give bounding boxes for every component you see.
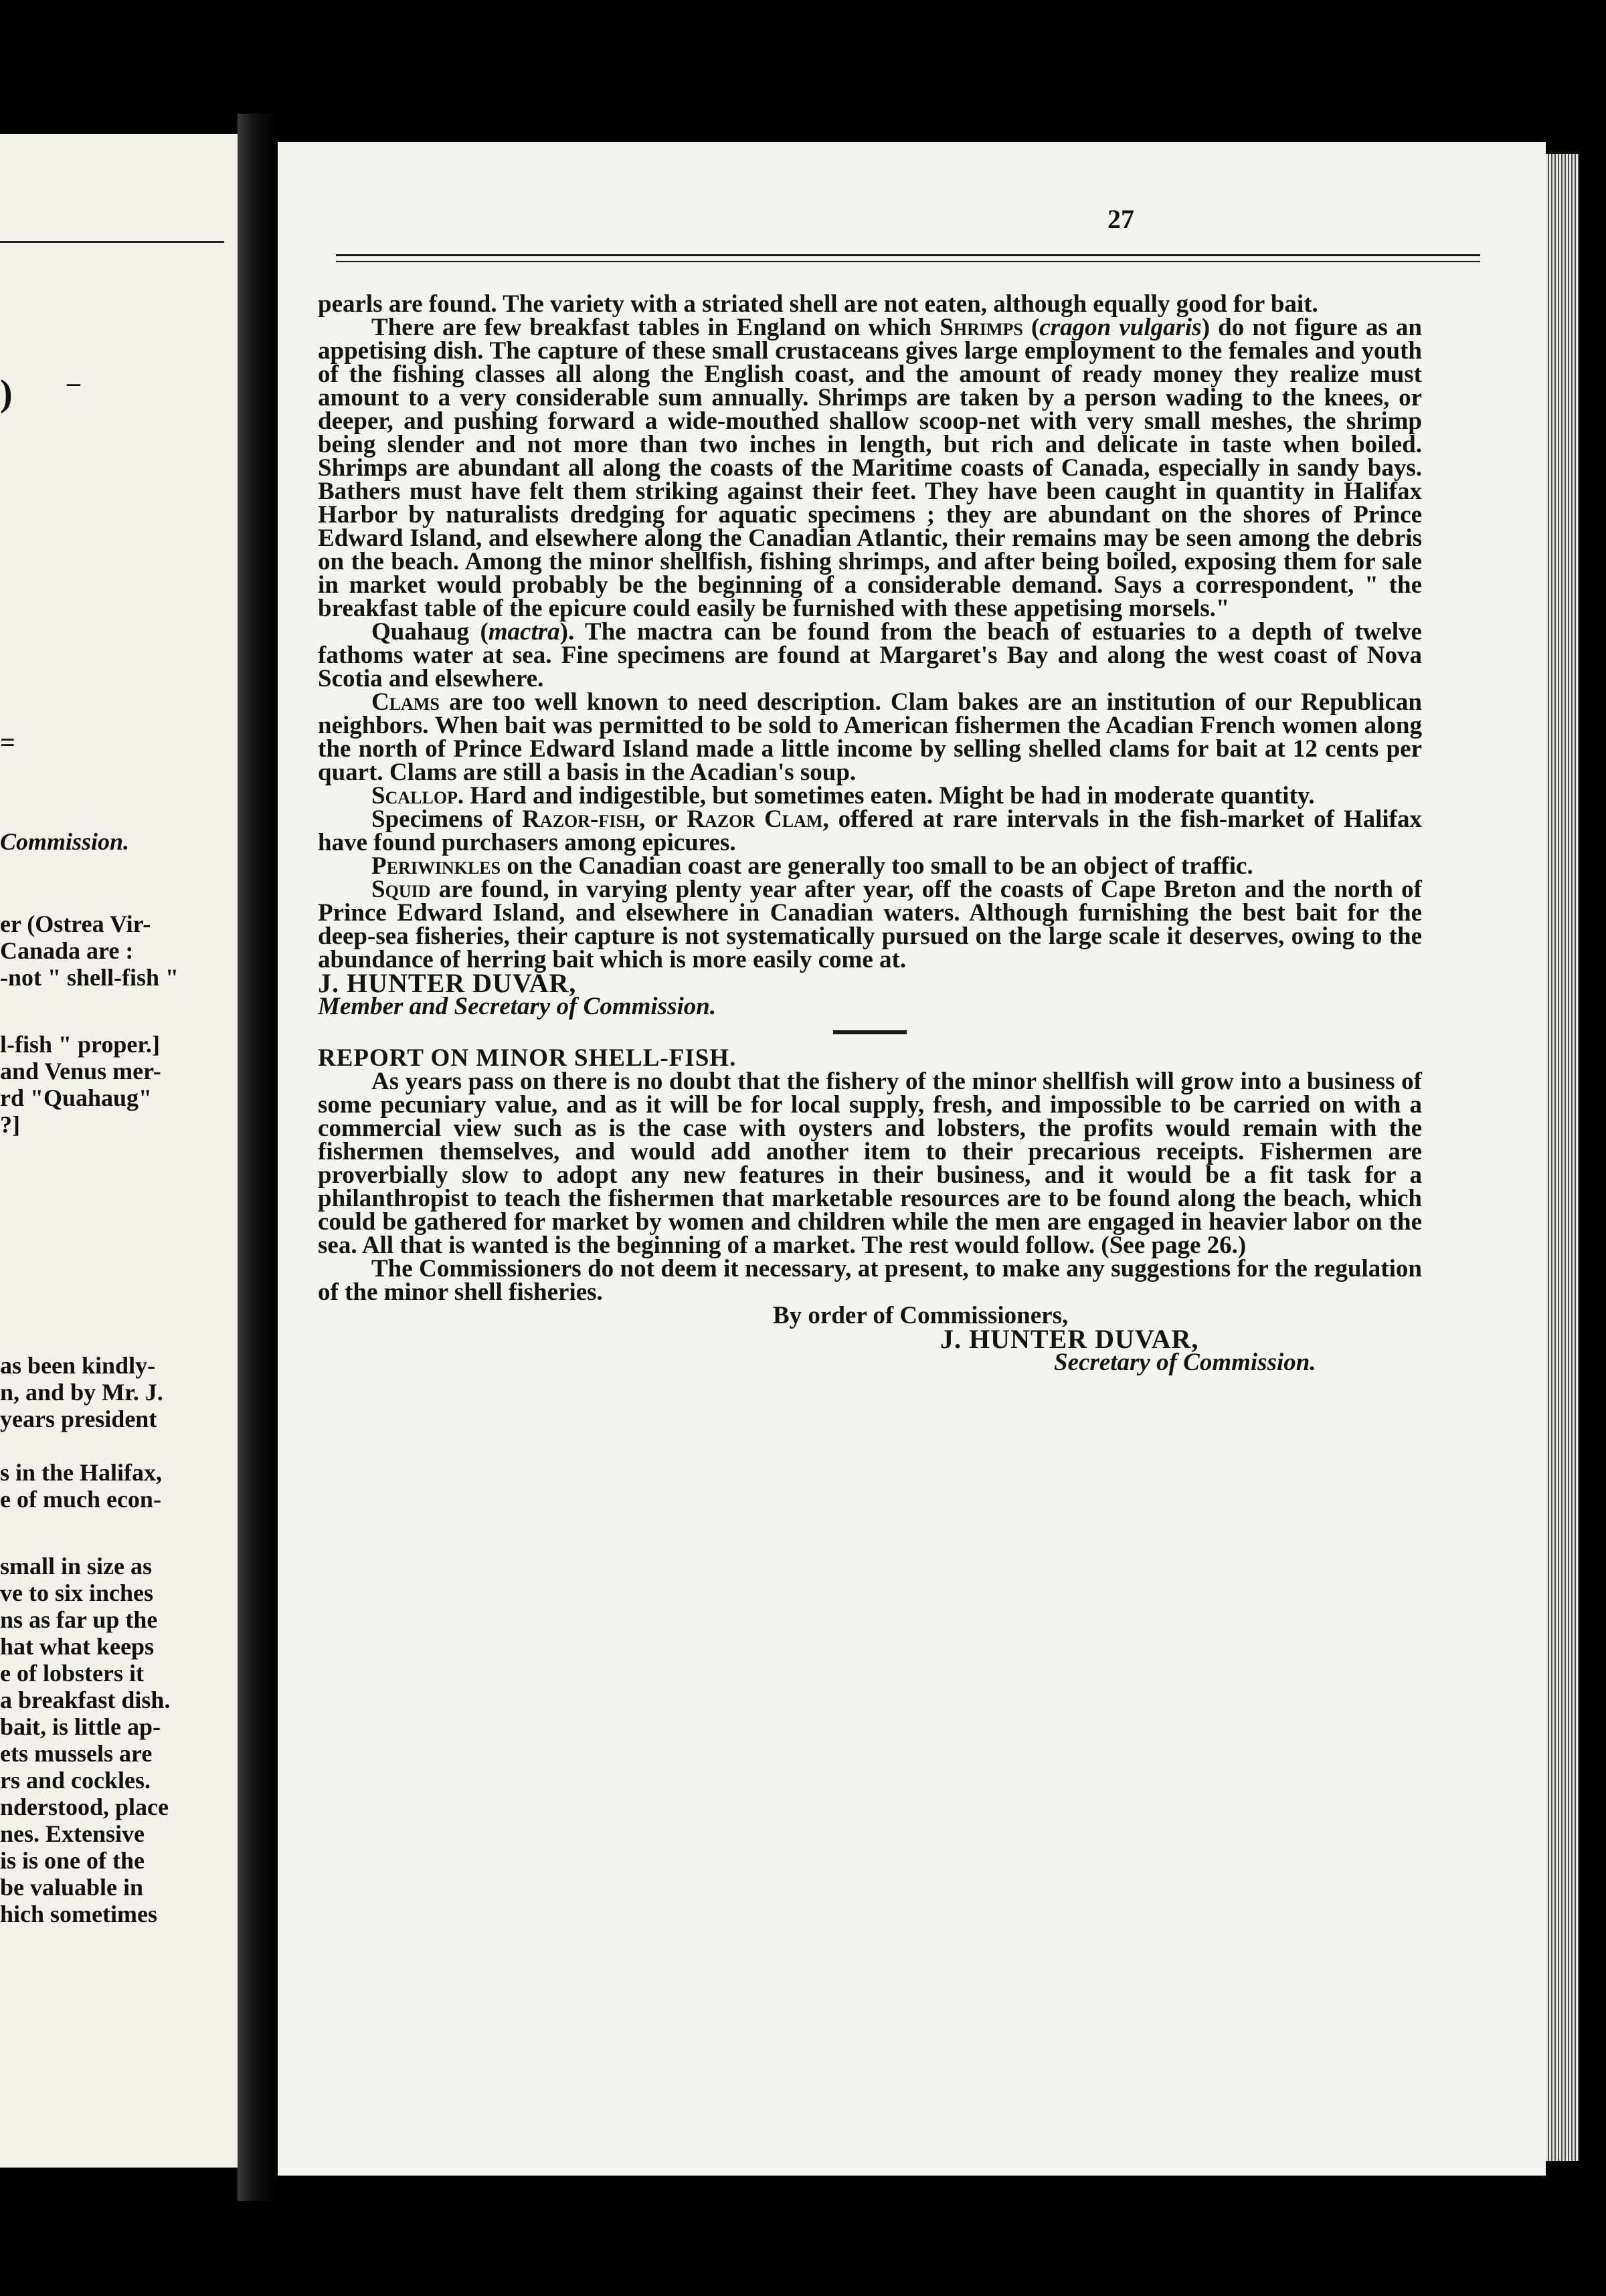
facing-page-line: small in size as xyxy=(0,1553,153,1580)
facing-page-line: is is one of the xyxy=(0,1847,145,1874)
text-run: Specimens of xyxy=(371,805,523,833)
term-squid: Squid xyxy=(371,876,431,903)
facing-page-line: e of lobsters it xyxy=(0,1660,144,1687)
signature-title: Secretary of Commission. xyxy=(1054,1349,1316,1376)
paragraph-clams xyxy=(318,690,1422,784)
facing-page-line: and Venus mer- xyxy=(0,1058,161,1084)
paragraph-squid xyxy=(318,878,1422,971)
term-periwinkles: Periwinkles xyxy=(371,852,501,880)
paragraph-scallop xyxy=(318,784,1422,807)
facing-page-line: n, and by Mr. J. xyxy=(0,1379,163,1406)
signature-name: J. HUNTER DUVAR, xyxy=(318,968,577,998)
facing-page-line: Commission. xyxy=(0,828,130,855)
text-run: , offered at rare intervals in the fish-market of Halifax have found purchasers among epicures. xyxy=(318,805,1422,856)
paragraph-razor xyxy=(318,807,1422,854)
header-rule xyxy=(336,261,1480,262)
facing-page-line: hat what keeps xyxy=(0,1633,155,1660)
paragraph-report-conclusion: The Commissioners do not deem it necessary, at present, to make any suggestions for the regulation of the minor shell fisheries. xyxy=(318,1255,1422,1306)
paragraph: pearls are found. The variety with a striated shell are not eaten, although equally good for bait. xyxy=(318,290,1318,318)
facing-page-line: hich sometimes xyxy=(0,1901,157,1927)
section-divider xyxy=(833,1030,907,1034)
text-run: ( xyxy=(1022,314,1040,341)
text-run: , or xyxy=(639,805,687,833)
paragraph-shrimps xyxy=(318,316,1422,620)
text-run: Quahaug ( xyxy=(371,618,488,646)
facing-page-line: a breakfast dish. xyxy=(0,1687,171,1713)
text-run: ) do not figure as an appetising dish. The capture of these small crustaceans gives large employment to the females and youth of the fishing classes all along the English coast, and the amount of ready money they realize must amount to a very considerable sum annually. Shrimps are taken by a person wading to the knees, or deeper, and pushing forward a wide-mouthed shallow scoop-net with very small meshes, the shrimp being slender and not more than two inches in length, but rich and delicate in taste when boiled. Shrimps are abundant all along the coasts of the Maritime coasts of Canada, especially in sandy bays. Bathers must have felt them striking against their feet. They have been caught in quantity in Halifax Harbor by naturalists dredging for aquatic specimens ; they are abundant on the shores of Prince Edward Island, and elsewhere along the Canadian Atlantic, their remains may be seen among the debris on the beach. Among the minor shellfish, fishing shrimps, and after being boiled, exposing them for sale in market would probably be the beginning of a considerable demand. Says a correspondent, " the breakfast table of the epicure could easily be furnished with these appetising morsels." xyxy=(318,314,1422,622)
facing-page-line: l-fish " proper.] xyxy=(0,1031,161,1058)
facing-page-line: s in the Halifax, xyxy=(0,1459,163,1486)
facing-page-line: ?] xyxy=(0,1111,20,1138)
paragraph-periwinkles xyxy=(318,854,1422,878)
term-shrimps: Shrimps xyxy=(940,314,1023,341)
facing-page-line: = xyxy=(0,727,15,757)
text-run: ). The mactra can be found from the beach of estuaries to a depth of twelve fathoms water at sea. Fine specimens are found at Margaret's Bay and along the west coast of Nova Scotia and elsewhere. xyxy=(318,618,1422,692)
facing-page-line: ve to six inches xyxy=(0,1580,153,1606)
text-run: There are few breakfast tables in England on which xyxy=(371,314,940,341)
facing-page-line: be valuable in xyxy=(0,1874,144,1901)
page-edges xyxy=(1546,154,1579,2161)
text-run: are too well known to need description. Clam bakes are an institution of our Republican neighbors. When bait was permitted to be sold to American fishermen the Acadian French women along the north of Prince Edward Island made a little income by selling shelled clams for bait at 12 cents per quart. Clams are still a basis in the Acadian's soup. xyxy=(318,688,1422,786)
latin-name: cragon vulgaris xyxy=(1039,314,1202,341)
paragraph-report: As years pass on there is no doubt that the fishery of the minor shellfish will grow into a business of some pecuniary value, and as it will be for local supply, fresh, and impossible to be carried on with a commercial view such as is the case with oysters and lobsters, the profits would remain with the fishermen themselves, and would add another item to their precarious receipts. Fishermen are proverbially slow to adopt any new features in their business, and it would be a fit task for a philanthropist to teach the fishermen that marketable resources are to be found along the beach, which could be gathered for market by women and children while the men are engaged in heavier labor on the sea. All that is wanted is the beginning of a market. The rest would follow. (See page 26.) xyxy=(318,1068,1422,1259)
facing-page-line: years president xyxy=(0,1406,157,1432)
text-run: on the Canadian coast are generally too small to be an object of traffic. xyxy=(501,852,1253,880)
facing-page-line: rd "Quahaug" xyxy=(0,1084,153,1111)
facing-page-line: ) xyxy=(0,373,13,414)
facing-page-line: -not " shell-fish " xyxy=(0,964,179,991)
book-gutter xyxy=(238,114,278,2201)
signature-title: Member and Secretary of Commission. xyxy=(318,993,717,1020)
facing-page-line: ets mussels are xyxy=(0,1740,153,1767)
term-razor-fish: Razor-fish xyxy=(522,805,639,833)
page-number: 27 xyxy=(1107,204,1134,234)
facing-page-line: rs and cockles. xyxy=(0,1767,151,1794)
header-rule xyxy=(336,254,1480,256)
term-clams: Clams xyxy=(371,688,440,716)
facing-page-line: nderstood, place xyxy=(0,1794,169,1820)
facing-page-line: ns as far up the xyxy=(0,1606,158,1633)
latin-name: mactra xyxy=(488,618,560,646)
facing-page-rule xyxy=(0,241,224,243)
term-razor-clam: Razor Clam xyxy=(687,805,823,833)
facing-page-line: Canada are : xyxy=(0,937,134,964)
text-run: Hard and indigestible, but sometimes eaten. Might be had in moderate quantity. xyxy=(464,782,1315,809)
order-line: By order of Commissioners, xyxy=(773,1302,1069,1329)
paragraph-quahaug xyxy=(318,620,1422,690)
facing-page-line: as been kindly- xyxy=(0,1352,156,1379)
facing-page-line: – xyxy=(67,367,80,397)
section-heading: REPORT ON MINOR SHELL-FISH. xyxy=(318,1044,737,1072)
main-page xyxy=(278,142,1546,2176)
facing-page-line: bait, is little ap- xyxy=(0,1713,161,1740)
facing-page xyxy=(0,134,238,2168)
facing-page-line: er (Ostrea Vir- xyxy=(0,911,151,937)
term-scallop: Scallop. xyxy=(371,782,464,809)
text-run: are found, in varying plenty year after year, off the coasts of Cape Breton and the north of Prince Edward Island, and elsewhere in Canadian waters. Although furnishing the best bait for the deep-sea fisheries, their capture is not systematically pursued on the large scale it deserves, owing to the abundance of herring bait which is more easily come at. xyxy=(318,876,1422,973)
signature-name: J. HUNTER DUVAR, xyxy=(940,1324,1199,1354)
facing-page-line: nes. Extensive xyxy=(0,1820,145,1847)
facing-page-line: e of much econ- xyxy=(0,1486,161,1513)
article-body xyxy=(318,292,1422,1374)
